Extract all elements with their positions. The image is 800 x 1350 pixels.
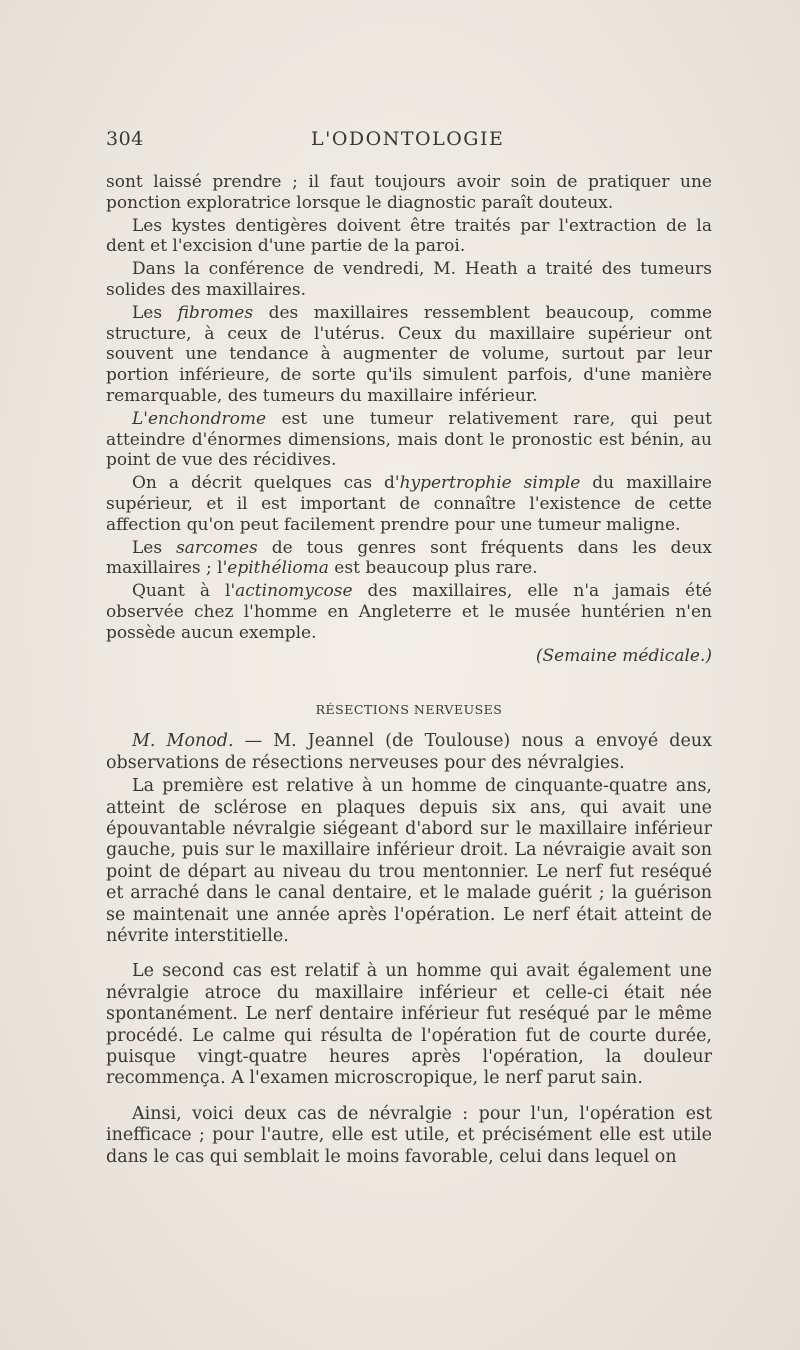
text-block	[106, 128, 712, 1168]
section-heading: RÉSECTIONS NERVEUSES	[315, 702, 503, 718]
paragraph-8	[106, 581, 712, 643]
term-enchondrome: L'enchondrome	[132, 408, 267, 429]
paragraph-10: La première est relative à un homme de cinquante-quatre ans, atteint de sclérose en plaques depuis six ans, qui avait une épouvantable névralgie siégeant d'abord sur le maxillaire inférieur gauche, puis sur le maxillaire inférieur droit. La névraigie avait son point de départ au niveau du trou mentonnier. Le nerf fut reséqué et arraché dans le canal dentaire, et le malade guérit ; la guérison se maintenait une année après l'opération. Le nerf était atteint de névrite interstitielle.	[106, 776, 712, 946]
paragraph-12: Ainsi, voici deux cas de névralgie : pour l'un, l'opération est inefficace ; pour l'autre, elle est utile, et précisément elle est utile dans le cas qui semblait le moins favorable, celui dans lequel on	[106, 1103, 712, 1167]
paragraph-7-pre: Les	[132, 537, 177, 558]
paragraph-4	[106, 303, 712, 407]
paragraph-4-pre: Les	[132, 302, 178, 323]
paragraph-7	[106, 538, 712, 580]
paragraph-6-post: du maxillaire supérieur, et il est important de connaître l'existence de cette affection qu'on peut facilement prendre pour une tumeur maligne.	[106, 473, 712, 535]
source-citation: (Semaine médicale.)	[535, 645, 712, 666]
page-number: 304	[106, 128, 144, 150]
speaker-name: M. Monod.	[132, 731, 234, 752]
term-sarcomes: sarcomes	[176, 537, 258, 558]
paragraph-3: Dans la conférence de vendredi, M. Heath a traité des tumeurs solides des maxillaires.	[106, 259, 712, 300]
paragraph-7-mid: de tous genres sont fréquents dans les deux maxillaires ; l'	[106, 537, 712, 579]
paragraph-5-post: est une tumeur relativement rare, qui peut atteindre d'énormes dimensions, mais dont le pronostic est bénin, au point de vue des récidives.	[106, 408, 712, 471]
term-epithelioma: epithélioma	[227, 558, 329, 579]
paragraph-1: sont laissé prendre ; il faut toujours avoir soin de pratiquer une ponction exploratrice lorsque le diagnostic paraît douteux.	[106, 172, 712, 213]
paragraph-8-post: des maxillaires, elle n'a jamais été observée chez l'homme en Angleterre et le musée huntérien n'en possède aucun exemple.	[106, 581, 712, 643]
paragraph-7-post: est beaucoup plus rare.	[328, 558, 538, 579]
term-actinomycose: actinomycose	[235, 581, 353, 602]
page-header	[106, 128, 712, 162]
paragraph-5	[106, 409, 712, 471]
term-fibromes: fibromes	[177, 302, 254, 323]
paragraph-6	[106, 473, 712, 535]
paragraph-2: Les kystes dentigères doivent être traités par l'extraction de la dent et l'excision d'une partie de la paroi.	[106, 215, 712, 257]
paragraph-11: Le second cas est relatif à un homme qui avait également une névralgie atroce du maxillaire inférieur et celle-ci était née spontanément. Le nerf dentaire inférieur fut reséqué par le même procédé. Le calme qui résulta de l'opération fut de courte durée, puisque vingt-quatre heures après l'opération, la douleur recommença. A l'examen microscropique, le nerf parut sain.	[106, 961, 712, 1089]
paragraph-6-pre: On a décrit quelques cas d'	[132, 473, 400, 494]
paragraph-4-post: des maxillaires ressemblent beaucoup, comme structure, à ceux de l'utérus. Ceux du maxillaire supérieur ont souvent une tendance à augmenter de volume, surtout par leur portion inférieure, de sorte qu'ils simulent parfois, d'une manière remarquable, des tumeurs du maxillaire inférieur.	[106, 302, 713, 406]
paragraph-9-post: — M. Jeannel (de Toulouse) nous a envoyé deux observations de résections nerveuses pour des névralgies.	[106, 731, 712, 773]
running-title: L'ODONTOLOGIE	[311, 128, 505, 150]
term-hypertrophie: hypertrophie simple	[399, 473, 581, 494]
paragraph-8-pre: Quant à l'	[132, 581, 236, 602]
paragraph-9	[106, 731, 712, 774]
